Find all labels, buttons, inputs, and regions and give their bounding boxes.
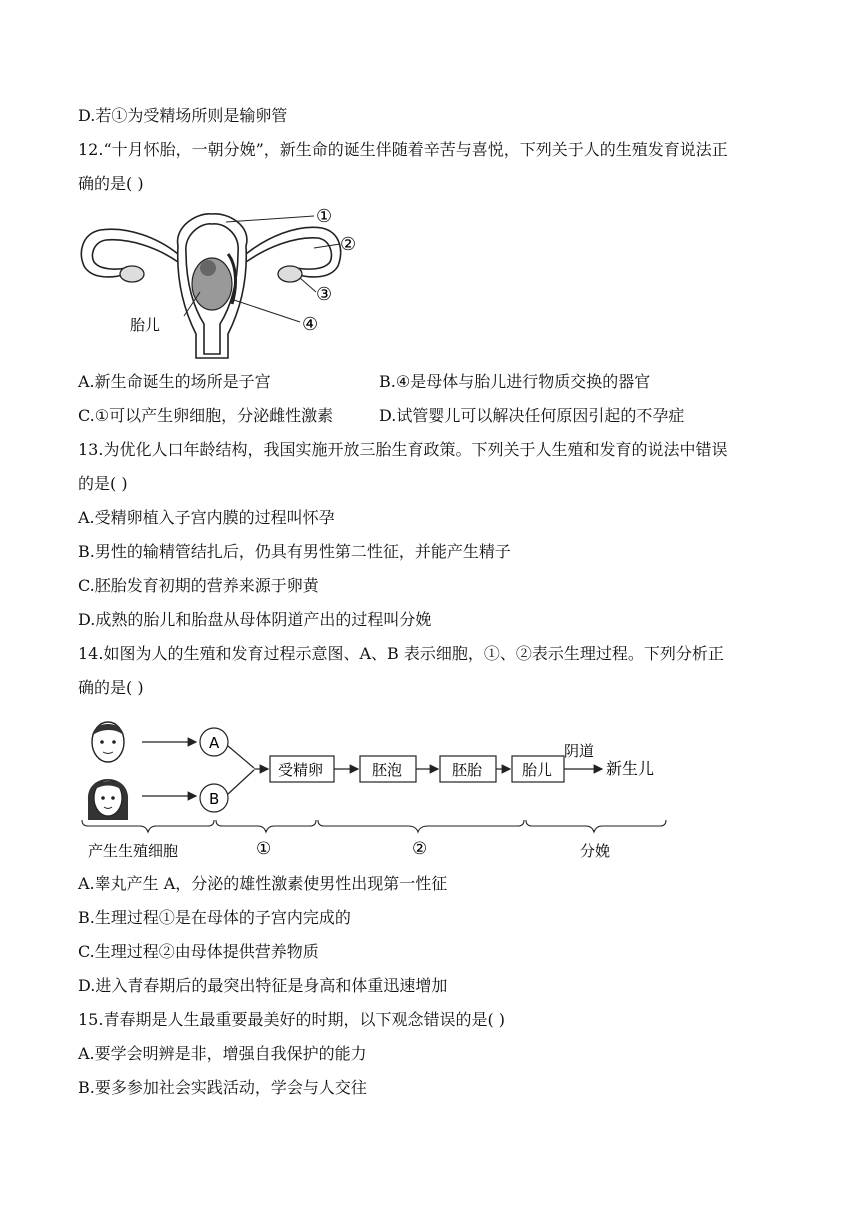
q14-stem-line2: 确的是( ): [78, 678, 144, 697]
q14-option-b: B.生理过程①是在母体的子宫内完成的: [78, 908, 351, 927]
label-vagina: 阴道: [564, 742, 595, 760]
q13-stem-line1: 13.为优化人口年龄结构，我国实施开放三胎生育政策。下列关于人生殖和发育的说法中错误: [78, 440, 728, 459]
step-zygote: 受精卵: [278, 761, 324, 779]
q14-option-c: C.生理过程②由母体提供营养物质: [78, 942, 319, 961]
stage-braces: [82, 820, 666, 832]
q13-option-d: D.成熟的胎儿和胎盘从母体阴道产出的过程叫分娩: [78, 610, 432, 629]
leader-3: [300, 278, 316, 292]
q14-stem-line1: 14.如图为人的生殖和发育过程示意图、A、B 表示细胞，①、②表示生理过程。下列分析正: [78, 644, 724, 663]
left-ovary: [120, 266, 144, 282]
q14-development-flow-diagram: [78, 708, 678, 864]
label-3: ③: [316, 284, 333, 305]
step-fetus: 胎儿: [522, 761, 553, 779]
leader-2: [314, 244, 340, 248]
q15-option-b: B.要多参加社会实践活动，学会与人交往: [78, 1078, 367, 1097]
label-2: ②: [340, 234, 357, 255]
q12-option-b: B.④是母体与胎儿进行物质交换的器官: [379, 372, 651, 391]
q12-uterus-diagram: [78, 204, 368, 362]
fetus-head: [200, 260, 216, 276]
leader-1: [226, 216, 314, 222]
q13-option-a: A.受精卵植入子宫内膜的过程叫怀孕: [78, 508, 335, 527]
stage-gametes: 产生生殖细胞: [88, 842, 179, 860]
q12-option-a: A.新生命诞生的场所是子宫: [78, 372, 271, 391]
q13-option-c: C.胚胎发育初期的营养来源于卵黄: [78, 576, 319, 595]
q13-stem-line2: 的是( ): [78, 474, 128, 493]
male-face-icon: [92, 722, 124, 762]
label-1: ①: [316, 206, 333, 227]
cell-b-label: B: [209, 790, 220, 808]
step-blastocyst: 胚泡: [372, 761, 403, 779]
label-newborn: 新生儿: [606, 759, 655, 778]
q13-option-b: B.男性的输精管结扎后，仍具有男性第二性征，并能产生精子: [78, 542, 511, 561]
q14-option-a: A.睾丸产生 A，分泌的雄性激素使男性出现第一性征: [78, 874, 448, 893]
stage-process-1: ①: [256, 839, 272, 859]
cell-a-label: A: [209, 734, 220, 752]
q12-option-d: D.试管婴儿可以解决任何原因引起的不孕症: [379, 406, 685, 425]
right-ovary: [278, 266, 302, 282]
stage-process-2: ②: [412, 839, 428, 859]
stage-delivery: 分娩: [580, 842, 611, 860]
left-oviduct-inner: [93, 240, 179, 269]
q15-stem: 15.青春期是人生最重要最美好的时期，以下观念错误的是( ): [78, 1010, 506, 1029]
q14-option-d: D.进入青春期后的最突出特征是身高和体重迅速增加: [78, 976, 448, 995]
q12-stem-line1: 12.“十月怀胎，一朝分娩”，新生命的诞生伴随着辛苦与喜悦，下列关于人的生殖发育说法正: [78, 140, 728, 159]
label-4: ④: [302, 314, 319, 335]
q12-stem-line2: 确的是( ): [78, 174, 144, 193]
female-face-icon: [88, 779, 128, 820]
leader-4: [234, 300, 300, 322]
q12-option-c: C.①可以产生卵细胞，分泌雌性激素: [78, 406, 334, 425]
step-embryo: 胚胎: [452, 761, 483, 779]
q15-option-a: A.要学会明辨是非，增强自我保护的能力: [78, 1044, 367, 1063]
q11-option-d: D.若①为受精场所则是输卵管: [78, 106, 288, 125]
right-oviduct-inner: [246, 238, 332, 269]
label-fetus: 胎儿: [130, 316, 161, 334]
